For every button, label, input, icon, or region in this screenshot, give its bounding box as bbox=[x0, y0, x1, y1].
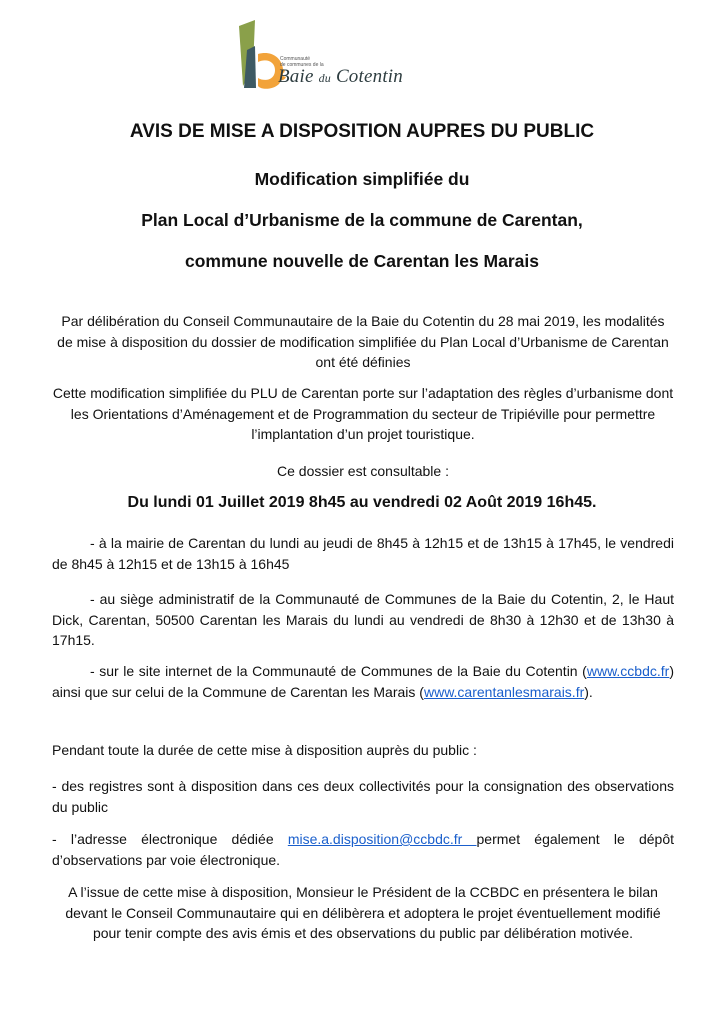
paragraph-deliberation: Par délibération du Conseil Communautaire de la Baie du Cotentin du 28 mai 2019, les modalités de mise à disposition du dossier de modification simplifiée du Plan Local d’Urbanisme de Carentan ont été définies bbox=[57, 313, 669, 370]
logo-name bbox=[278, 66, 403, 88]
internet-text-a: - sur le site internet de la Communauté de Communes de la Baie du Cotentin ( bbox=[90, 663, 587, 679]
location-siege: - au siège administratif de la Communauté de Communes de la Baie du Cotentin, 2, le Haut Dick, Carentan, 50500 Carentan les Marais du lundi au vendredi de 8h30 à 12h30 et de 13h30 à 17h15. bbox=[52, 591, 674, 648]
paragraph-registers: - des registres sont à disposition dans ces deux collectivités pour la consignation des observations du public bbox=[52, 778, 674, 815]
location-mairie: - à la mairie de Carentan du lundi au jeudi de 8h45 à 12h15 et de 13h15 à 17h45, le vendredi de 8h45 à 12h15 et de 13h15 à 16h45 bbox=[52, 535, 674, 572]
logo-name-du: du bbox=[318, 71, 331, 85]
logo-name-part2: Cotentin bbox=[335, 66, 403, 87]
paragraph-modification: Cette modification simplifiée du PLU de Carentan porte sur l’adaptation des règles d’urbanisme dont les Orientations d’Aménagement et de Programmation du secteur de Tripiéville pour permettre l’implantation d’un projet touristique. bbox=[52, 385, 674, 442]
notice-subtitle-3: commune nouvelle de Carentan les Marais bbox=[184, 251, 539, 271]
logo-small-line1: Communauté bbox=[280, 56, 311, 62]
consultation-dates: Du lundi 01 Juillet 2019 8h45 au vendredi 02 Août 2019 16h45. bbox=[127, 494, 597, 511]
paragraph-conclusion: A l’issue de cette mise à disposition, Monsieur le Président de la CCBDC en présentera le bilan devant le Conseil Communautaire qui en délibèrera et adoptera le projet éventuellement modifié pour tenir compte des avis émis et des observations du public par délibération motivée. bbox=[65, 884, 661, 941]
email-text-a: - l’adresse électronique dédiée bbox=[52, 831, 288, 847]
logo-small-line2: de communes de la bbox=[280, 61, 324, 68]
carentanlesmarais-website-link[interactable]: www.carentanlesmarais.fr bbox=[423, 683, 585, 700]
notice-title: AVIS DE MISE A DISPOSITION AUPRES DU PUBLIC bbox=[129, 121, 595, 142]
email-link[interactable]: mise.a.disposition@ccbdc.fr bbox=[287, 831, 477, 847]
email-text-b: permet également le dépôt d’observations par voie électronique. bbox=[52, 831, 674, 868]
ccbdc-website-link[interactable]: www.ccbdc.fr bbox=[586, 663, 670, 679]
location-internet bbox=[52, 661, 674, 702]
internet-text-b: ) ainsi que sur celui de la Commune de Carentan les Marais ( bbox=[52, 663, 674, 700]
notice-subtitle-1: Modification simplifiée du bbox=[254, 169, 470, 189]
paragraph-duration: Pendant toute la durée de cette mise à disposition auprès du public : bbox=[52, 742, 477, 758]
paragraph-email bbox=[52, 829, 674, 870]
logo-name-part1: Baie bbox=[278, 66, 314, 87]
notice-subtitle-2: Plan Local d’Urbanisme de la commune de Carentan, bbox=[141, 210, 583, 230]
internet-text-c: ). bbox=[584, 683, 593, 700]
paragraph-consultable: Ce dossier est consultable : bbox=[277, 463, 449, 479]
ccbdc-logo bbox=[233, 20, 423, 92]
